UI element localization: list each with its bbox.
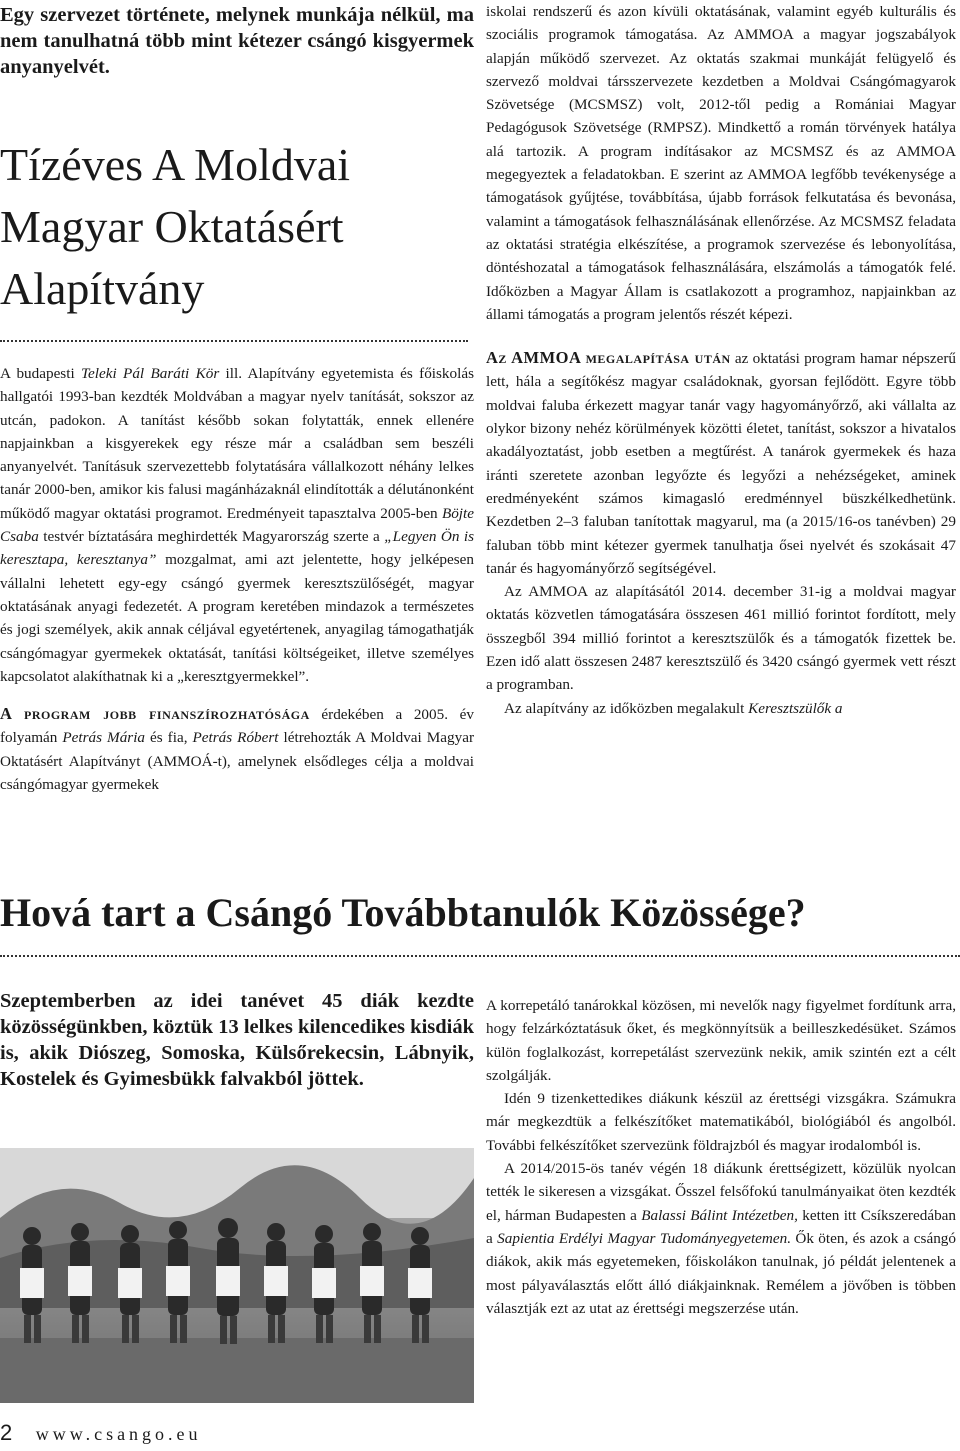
article-intro: Egy szervezet története, melynek munkája nélkül, ma nem tanulhatná több mint kétezer csángó kisgyermek anyanyelvét. — [0, 4, 474, 78]
group-photo — [0, 1148, 474, 1403]
right-paragraph-1: iskolai rendszerű és azon kívüli oktatásának, valamint egyéb kulturális és szociális programok támogatása. Az AMMOA a magyar jogszabályok alapján működő szervezet. Az oktatás szakmai munkáját felügyelő és szervező moldvai társszervezete kezdetben a Moldvai Csángómagyarok Szövetsége (MCSMSZ) volt, 2012-től pedig a Romániai Magyar Pedagógusok Szövetsége (RMPSZ). Mindkettő a román törvények hatálya alá tartozik. A program indításakor az MCSMSZ és az AMMOA megegyeztek a feladatokban. E szerint az AMMOA legfőbb tevékenysége a támogatások gyűjtése, továbbítása, újabb források felkutatása és bevonása, valamint a támogatások felhasználásának ellenőrzése. Az MCSMSZ feladata az oktatási stratégia elkészítése, a programok szervezése és lebonyolítása, döntéshozatal a támogatások felhasználására, elszámolás a támogatók felé. Időközben a Magyar Állam is csatlakozott a programhoz, napjainkban az állami támogatás a program jelentős részét képezi. — [486, 3, 956, 323]
group-photo-illustration — [0, 1148, 474, 1403]
second-paragraph-3: A 2014/2015-ös tanév végén 18 diákunk érettségizett, közülük nyolcan tették le sikeresen a vizsgákat. Ősszel felsőfokú tanulmányaikat öten kezdték el, hárman Budapesten a Balassi Bálint Intézetben, ketten itt Csíkszeredában a Sapientia Erdélyi Magyar Tudományegyetemen. Ők öten, és azok a csángó diákok, akik más egyetemeken, főiskolákon tanulnak, jó példát jelentenek a most pályaválasztás előtt álló diákjainknak. Remélem a jövőben is többen választják ezt az utat az érettségi megszerzése után. — [486, 1160, 956, 1317]
article-title: Tízéves A Moldvai Magyar Oktatásért Alapítvány — [0, 139, 351, 314]
left-column-bottom — [0, 988, 474, 1092]
right-paragraph-4: Az alapítvány az időközben megalakult Keresztszülők a — [504, 699, 843, 717]
website-link[interactable]: www.csango.eu — [35, 1424, 202, 1444]
second-title-divider — [0, 955, 960, 957]
right-paragraph-2: Az AMMOA megalapítása után az oktatási program hamar népszerű lett, hála a segítőkész magyar családoknak, gyorsan fejlődött. Egyre több moldvai faluba érkezett magyar tanár vagy hagyományőrző, aki vállalta az olykor bizony nehéz körülmények közötti életet, tanítást, sokszor a hivatalos akadályoztatást, jobb esetben a megtűrést. A tanárok gyermekek és haza iránti szeretete azonban legyőzte és legyőzi a nehézségeket, aminek eredményeként számos kimagasló eredménnyel büszkélkedhetünk. Kezdetben 2–3 faluban tanítottak magyarul, ma (a 2015/16-os tanévben) 29 faluban több mint kétezer gyermek tanulhatja ősei nyelvét és szokásait 47 tanár és hagyományőrző segítségével. — [486, 348, 956, 577]
page-footer — [0, 1420, 202, 1446]
second-paragraph-2: Idén 9 tizenkettedikes diákunk készül az érettségi vizsgákra. Számukra már megkezdtük a felkészítőket matematikából, biológiából és angolból. További felkészítőket szervezünk földrajzból és magyar irodalomból is. — [486, 1090, 956, 1154]
second-article-title: Hová tart a Csángó Továbbtanulók Közössége? — [0, 890, 806, 935]
left-paragraph-2: A program jobb finanszírozhatósága érdekében a 2005. év folyamán Petrás Mária és fia, Petrás Róbert létrehozták A Moldvai Magyar Oktatásért Alapítványt (AMMOÁ-t), amelynek elsődleges célja a moldvai csángómagyar gyermekek — [0, 704, 475, 794]
right-column-top — [486, 0, 956, 720]
section-heading: A program jobb finanszírozhatósága — [0, 704, 310, 724]
right-paragraph-3: Az AMMOA az alapításától 2014. december 31-ig a moldvai magyar oktatás közvetlen támogatására összesen 461 millió forintot fordított, mely összegből 394 millió forintot a keresztszülők és a támogatók fizettek be. Ezen idő alatt összesen 2487 keresztszülő és 3420 csángó gyermek vett részt a programban. — [486, 583, 956, 694]
section-heading: Az AMMOA megalapítása után — [486, 348, 731, 368]
left-paragraph-1: A budapesti Teleki Pál Baráti Kör ill. Alapítvány egyetemista és főiskolás hallgatói 1993-ban kezdték Moldvában a magyar nyelv tanítását, sokszor az utcán, padokon. A tanítást később sokan folytatták, ennek ellenére napjainkban a kisgyerekek egy része már a családban sem beszéli anyanyelvét. Tanításuk szervezettebb folytatására vállalkozott néhány lelkes tanár 2000-ben, amikor kis falusi magánházaknál elindították a délutánonként működő magyar oktatási programot. Eredményeit tapasztalva 2005-ben Böjte Csaba testvér bíztatására meghirdették Magyarország szerte a „Legyen Ön is keresztapa, keresztanya” mozgalmat, ami azt jelentette, hogy jelképesen vállalni lehetett egy-egy csángó gyermek keresztszülőségét, magyar oktatásának anyagi fedezetét. A program keretében mindazok a természetes és jogi személyek, akik annak céljával egyetértenek, anyagilag támogathatják csángómagyar gyermekek oktatását, tanítási költségeiket, illetve személyes kapcsolatot alakíthatnak ki a „keresztgyermekkel”. — [0, 365, 475, 685]
left-column-top — [0, 0, 474, 796]
second-paragraph-1: A korrepetáló tanárokkal közösen, mi nevelők nagy figyelmet fordítunk arra, hogy felzárkóztatásuk őket, és megkönnyítsük a beilleszkedésüket. Számos külön foglalkozást, korrepetálást szervezünk nekik, amik szintén ezt a célt szolgálják. — [486, 997, 956, 1084]
right-column-bottom — [486, 994, 956, 1320]
title-divider — [0, 340, 468, 342]
second-article-lead: Szeptemberben az idei tanévet 45 diák kezdte közösségünkben, köztük 13 lelkes kilencedikes kisdiák is, akik Diószeg, Somoska, Külsőrekecsin, Lábnyik, Kostelek és Gyimesbükk falvakból jöttek. — [0, 990, 474, 1090]
page-number: 2 — [0, 1420, 13, 1445]
